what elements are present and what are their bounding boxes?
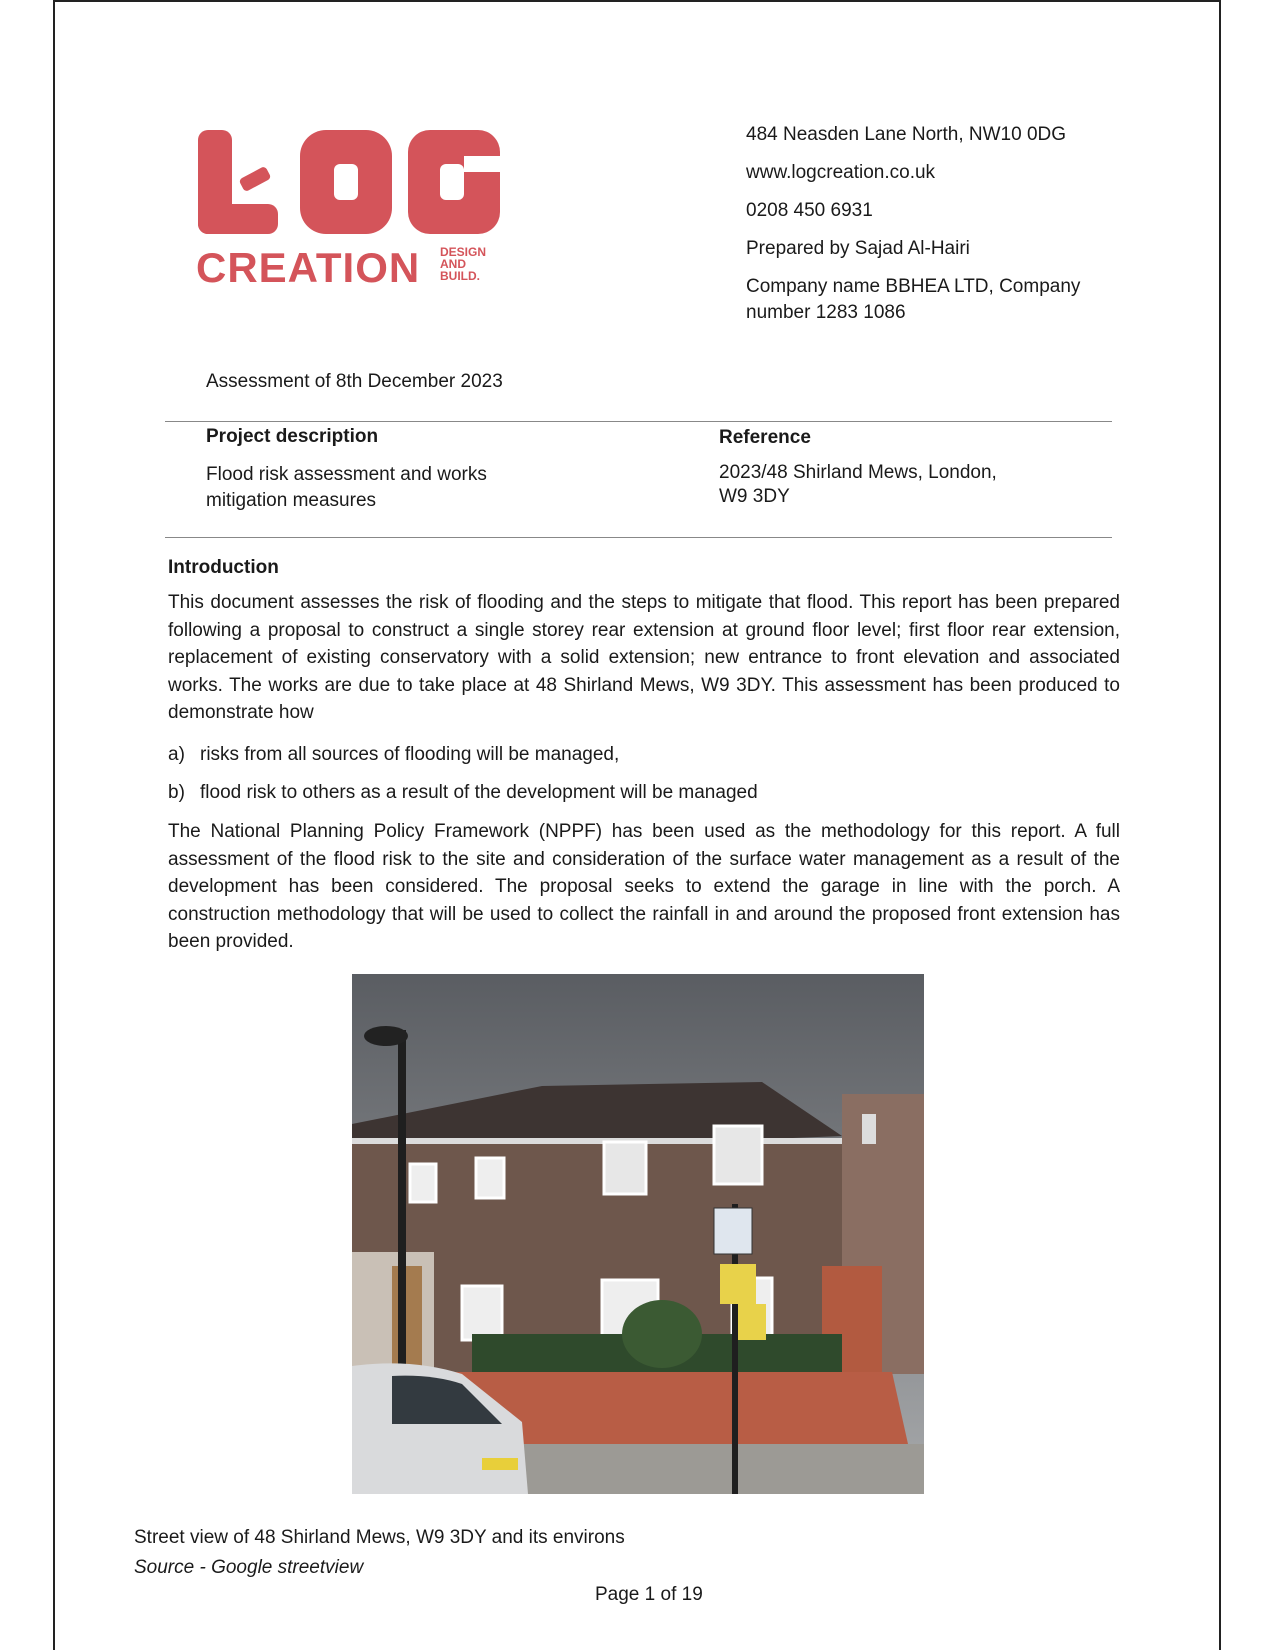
- photo-source: Source - Google streetview: [134, 1557, 364, 1578]
- contact-company-line-1: Company name BBHEA LTD, Company: [746, 276, 1081, 297]
- project-description-label: Project description: [206, 426, 379, 447]
- contact-address: 484 Neasden Lane North, NW10 0DG: [746, 124, 1067, 145]
- contact-website[interactable]: www.logcreation.co.uk: [746, 162, 936, 183]
- reference-label: Reference: [719, 427, 811, 448]
- list-item: [168, 780, 1120, 806]
- photo-caption: Street view of 48 Shirland Mews, W9 3DY and its environs: [134, 1527, 625, 1548]
- contact-block: [746, 122, 1146, 338]
- contact-phone: 0208 450 6931: [746, 200, 873, 221]
- page-edge-left: [53, 0, 55, 1650]
- logo-tagline-1: DESIGN: [440, 245, 487, 259]
- divider-bottom: [165, 537, 1112, 538]
- log-creation-logo: [196, 126, 508, 296]
- page-number: Page 1 of 19: [595, 1584, 703, 1605]
- reference-value: [719, 461, 1039, 509]
- page-edge-right: [1219, 0, 1221, 1650]
- assessment-date: Assessment of 8th December 2023: [206, 371, 503, 392]
- logo-creation-text: CREATION: [196, 244, 421, 291]
- list-marker: a): [168, 744, 185, 765]
- contact-company-line-2: number 1283 1086: [746, 302, 906, 323]
- reference-value-line-2: W9 3DY: [719, 486, 790, 507]
- list-item-text: flood risk to others as a result of the development will be managed: [200, 782, 758, 803]
- street-view-photo: [352, 974, 924, 1494]
- page-edge-top: [53, 0, 1221, 2]
- divider-top: [165, 421, 1112, 422]
- list-item: [168, 742, 1120, 768]
- contact-prepared-by: Prepared by Sajad Al-Hairi: [746, 238, 970, 259]
- logo-tagline-3: BUILD.: [440, 269, 480, 283]
- reference-value-line-1: 2023/48 Shirland Mews, London,: [719, 462, 997, 483]
- list-item-text: risks from all sources of flooding will be managed,: [200, 744, 620, 765]
- introduction-heading: Introduction: [168, 557, 279, 578]
- nppf-paragraph: The National Planning Policy Framework (NPPF) has been used as the methodology for this report. A full assessment of the flood risk to the site and consideration of the surface water management as a result of the development has been considered. The proposal seeks to extend the garage in line with the porch. A construction methodology that will be used to collect the rainfall in and around the proposed front extension has been provided.: [168, 821, 1120, 952]
- project-description-value: Flood risk assessment and works mitigation measures: [206, 464, 487, 511]
- flood-risk-list: [168, 742, 1120, 818]
- logo-tagline-2: AND: [440, 257, 466, 271]
- list-marker: b): [168, 782, 185, 803]
- introduction-paragraph: This document assesses the risk of flooding and the steps to mitigate that flood. This report has been prepared following a proposal to construct a single storey rear extension at ground floor level; first floor rear extension, replacement of existing conservatory with a solid extension; new entrance to front elevation and associated works. The works are due to take place at 48 Shirland Mews, W9 3DY. This assessment has been produced to demonstrate how: [168, 592, 1120, 723]
